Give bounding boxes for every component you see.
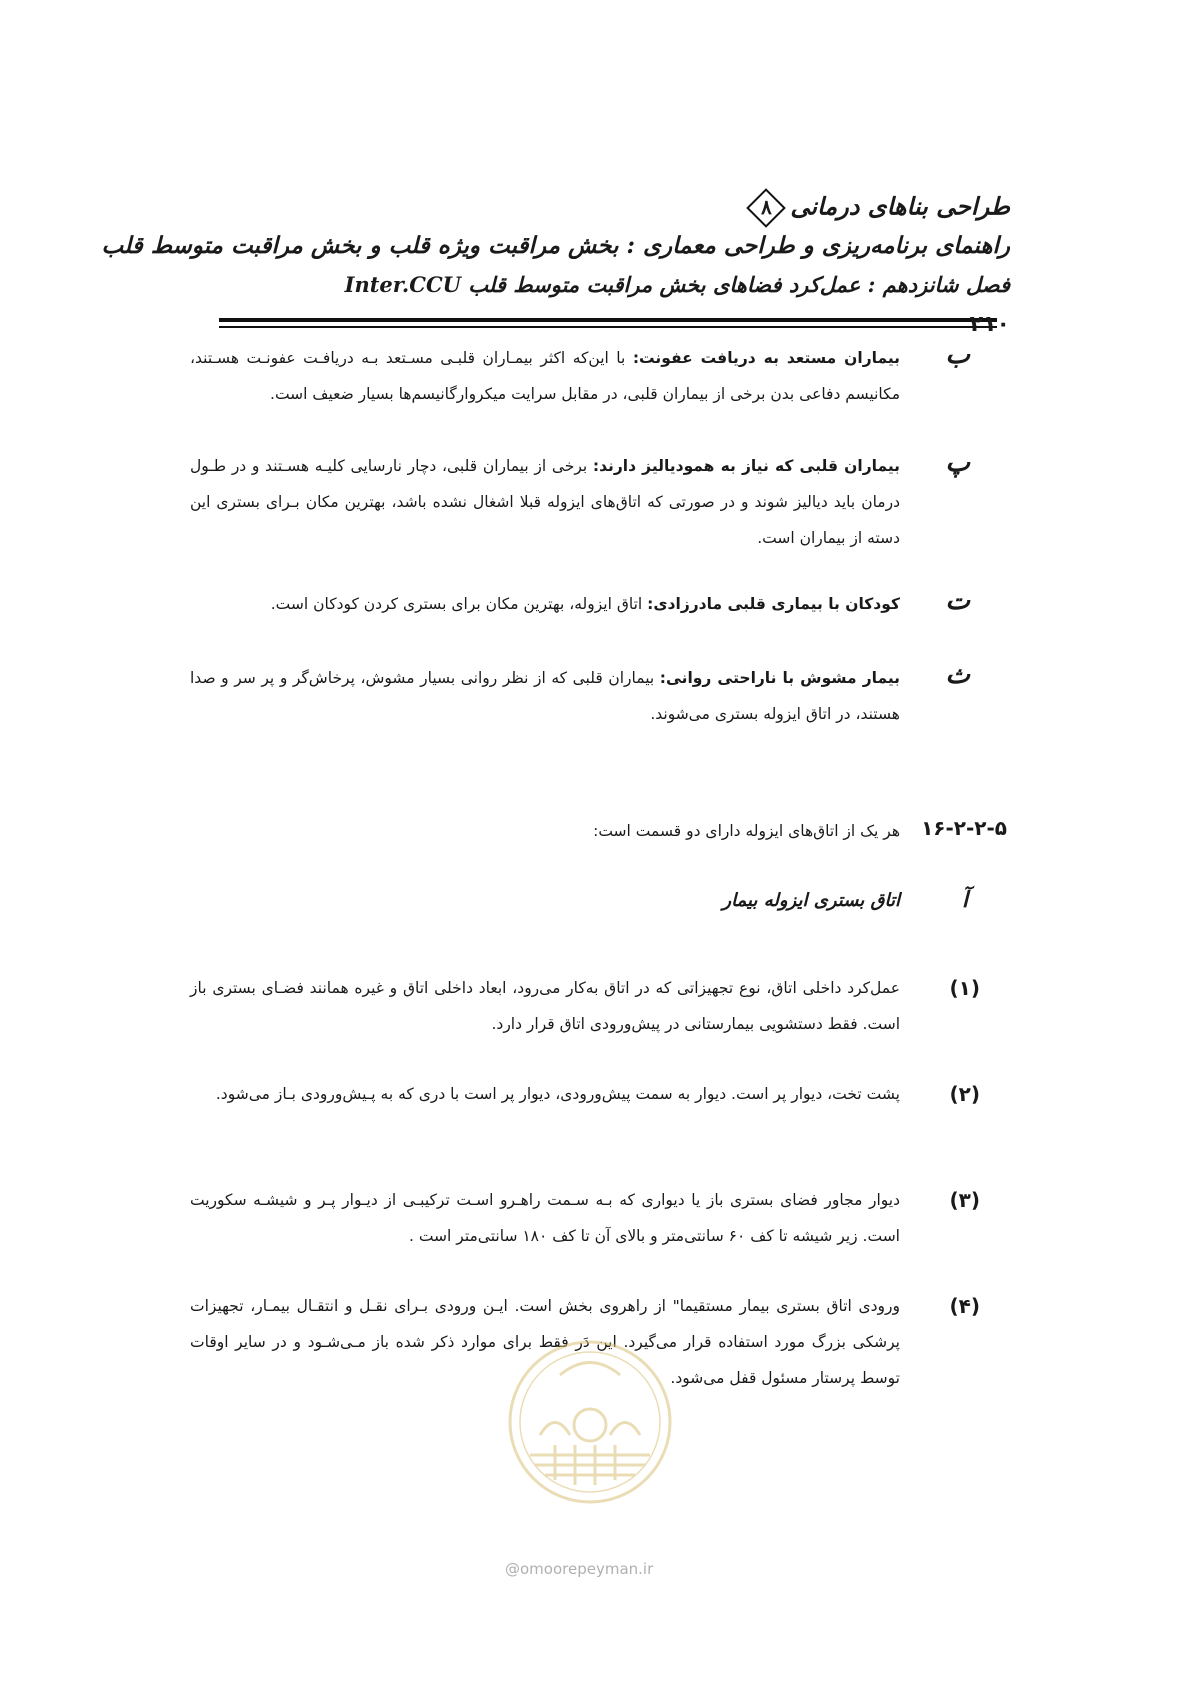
item-letter: ب xyxy=(945,340,970,370)
section-number: ۱۶-۲-۲-۵ xyxy=(921,816,1007,840)
watermark-logo xyxy=(495,1330,685,1510)
item-paragraph xyxy=(190,660,900,732)
item-title: کودکان با بیماری قلبی مادرزادی: xyxy=(647,595,900,613)
numbered-paragraph: پشت تخت، دیوار پر است. دیوار به سمت پیش‌ورودی، دیوار پر است با دری که به پـیش‌ورودی بـاز می‌شود. xyxy=(215,1085,900,1103)
book-subtitle: راهنمای برنامه‌ریزی و طراحی معماری : بخش مراقبت ویژه قلب و بخش مراقبت متوسط قلب xyxy=(101,232,1010,259)
item-paragraph xyxy=(190,448,900,556)
item-letter: پ xyxy=(945,448,970,478)
volume-number: ۸ xyxy=(760,195,772,219)
numbered-paragraph: دیوار مجاور فضای بستری باز یا دیواری که بـه سـمت راهـرو اسـت ترکیبـی از دیـوار پـر و شیشـه سکوریت است. زیر شیشه تا کف ۶۰ سانتی‌متر و بالای آن تا کف ۱۸۰ سانتی‌متر است . xyxy=(190,1191,900,1245)
numbered-paragraph: عمل‌کرد داخلی اتاق، نوع تجهیزاتی که در اتاق به‌کار می‌رود، ابعاد داخلی اتاق و غیره همانند فضـای بستری باز است. فقط دستشویی بیمارستانی در پیش‌ورودی اتاق قرار دارد. xyxy=(190,979,900,1033)
item-text: برخی از بیماران قلبی، دچار نارسایی کلیـه هسـتند و در طـول درمان باید دیالیز شوند و در صورتی که اتاق‌های ایزوله قبلا اشغال نشده باشد، بهترین مکان بـرای بستری این دسته از بیماران است. xyxy=(190,457,900,547)
item-paragraph xyxy=(190,586,900,622)
numbered-marker: (۳) xyxy=(949,1188,980,1212)
item-text: با این‌که اکثر بیمـاران قلبـی مسـتعد بـه دریافـت عفونـت هسـتند، مکانیسم دفاعی بدن برخی از بیماران قلبی، در مقابل سرایت میکروارگانیسم‌ها بسیار ضعیف است. xyxy=(190,349,900,403)
book-title xyxy=(742,188,1010,228)
item-text: بیماران قلبی که از نظر روانی بسیار مشوش، پرخاش‌گر و پر سر و صدا هستند، در اتاق ایزوله بستری می‌شوند. xyxy=(190,669,900,723)
item-text: اتاق ایزوله، بهترین مکان برای بستری کردن کودکان است. xyxy=(270,595,648,613)
watermark-seal-icon xyxy=(495,1330,685,1510)
volume-diamond xyxy=(746,188,786,228)
numbered-paragraph: ورودی اتاق بستری بیمار مستقیما" از راهروی بخش است. ایـن ورودی بـرای نقـل و انتقـال بیمـار، تجهیزات پرشکی بزرگ مورد استفاده قرار می‌گیرد. این دَر فقط برای موارد ذکر شده باز مـی‌شـود و در سایر اوقات توسط پرستار مسئول قفل می‌شود. xyxy=(190,1297,900,1387)
section-text: هر یک از اتاق‌های ایزوله دارای دو قسمت است: xyxy=(593,822,900,840)
item-paragraph xyxy=(190,340,900,412)
book-title-text: طراحی بناهای درمانی xyxy=(790,191,1010,221)
header-rule-thin xyxy=(219,326,997,328)
subsection-letter: آ xyxy=(961,887,968,913)
item-title: بیماران مستعد به دریافت عفونت: xyxy=(632,349,900,367)
header-rule-thick xyxy=(219,318,997,322)
item-letter: ت xyxy=(945,586,970,616)
numbered-marker: (۲) xyxy=(949,1082,980,1106)
item-title: بیماران قلبی که نیاز به همودیالیز دارند: xyxy=(592,457,900,475)
numbered-marker: (۱) xyxy=(949,976,980,1000)
watermark-site: @omoorepeyman.ir xyxy=(505,1560,654,1578)
numbered-marker: (۴) xyxy=(949,1294,980,1318)
page-number: ۲۱۰ xyxy=(969,312,1010,337)
chapter-title: فصل شانزدهم : عمل‌کرد فضاهای بخش مراقبت متوسط قلب Inter.CCU xyxy=(344,272,1010,297)
subsection-title: اتاق بستری ایزوله بیمار xyxy=(722,890,900,911)
item-title: بیمار مشوش با ناراحتی روانی: xyxy=(659,669,900,687)
item-letter: ث xyxy=(945,660,970,690)
